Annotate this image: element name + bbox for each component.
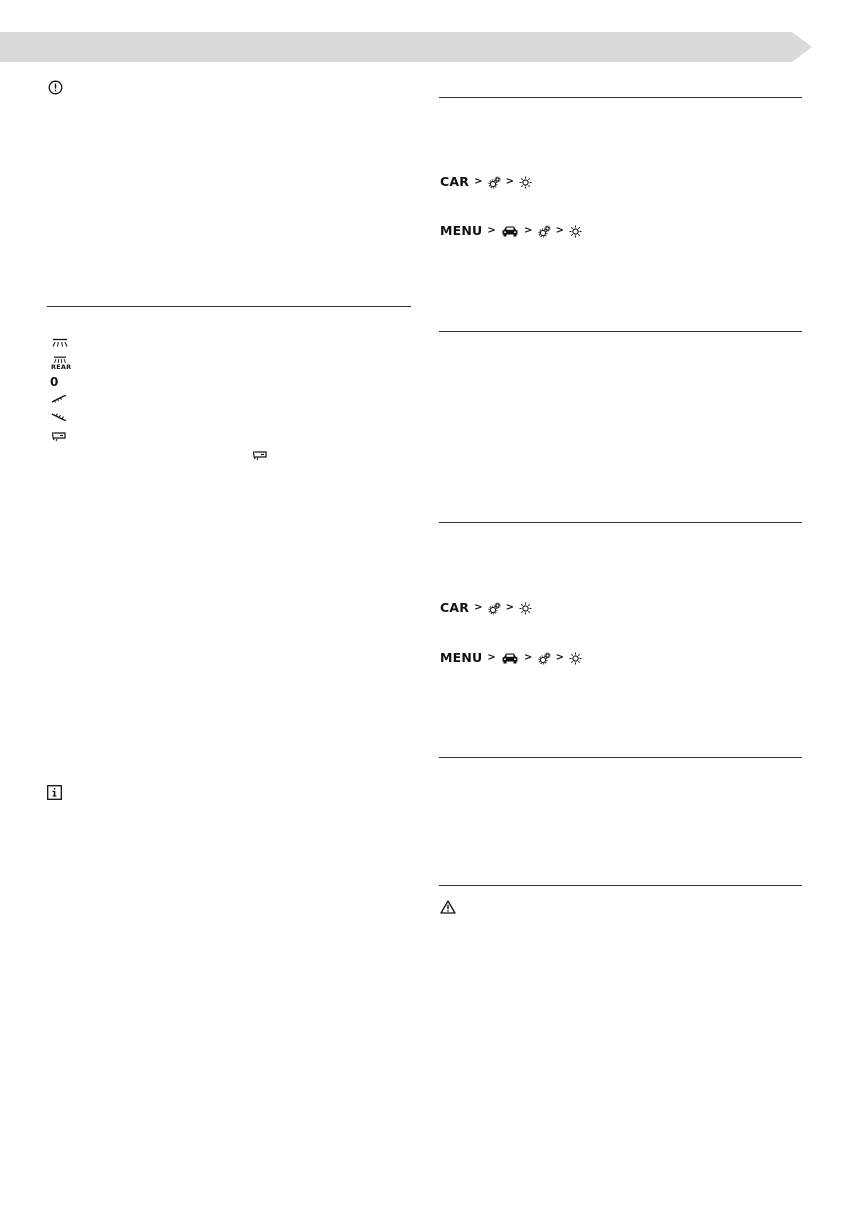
path-separator: > xyxy=(555,225,565,236)
sun-icon xyxy=(519,176,532,189)
menu-path-menu-1 xyxy=(440,223,582,239)
menu-path-menu-2 xyxy=(440,650,582,666)
car-icon xyxy=(501,652,519,664)
menu-path-menu-label: MENU xyxy=(440,223,483,238)
gear-icon xyxy=(488,176,501,189)
section-divider-right-5 xyxy=(439,885,802,886)
sun-icon xyxy=(519,602,532,615)
header-band xyxy=(0,32,812,62)
wiper-up-icon xyxy=(51,394,67,404)
menu-path-car-1 xyxy=(440,174,532,190)
section-divider-left xyxy=(47,306,411,307)
off-position-label: 0 xyxy=(50,375,59,389)
sun-icon xyxy=(569,225,582,238)
washer-icon xyxy=(51,430,67,442)
warning-triangle-icon xyxy=(440,900,456,914)
info-icon xyxy=(47,785,62,800)
path-separator: > xyxy=(523,652,533,663)
section-divider-right-3 xyxy=(439,522,802,523)
front-light-icon xyxy=(50,338,70,348)
path-separator: > xyxy=(487,652,496,663)
menu-path-car-label: CAR xyxy=(440,174,470,189)
path-separator: > xyxy=(555,652,565,663)
path-separator: > xyxy=(487,225,496,236)
menu-path-car-label: CAR xyxy=(440,600,470,615)
rear-label: REAR xyxy=(51,363,72,371)
gear-icon xyxy=(488,602,501,615)
path-separator: > xyxy=(474,176,483,187)
path-separator: > xyxy=(523,225,533,236)
car-icon xyxy=(501,225,519,237)
section-divider-right-2 xyxy=(439,331,802,332)
warning-circle-icon xyxy=(48,80,63,95)
menu-path-car-2 xyxy=(440,600,532,616)
section-divider-right-1 xyxy=(439,97,802,98)
gear-icon xyxy=(538,225,551,238)
path-separator: > xyxy=(505,176,515,187)
sun-icon xyxy=(569,652,582,665)
section-divider-right-4 xyxy=(439,757,802,758)
wiper-down-icon xyxy=(51,412,67,422)
path-separator: > xyxy=(474,602,483,613)
washer-inline-icon xyxy=(252,449,268,461)
gear-icon xyxy=(538,652,551,665)
menu-path-menu-label: MENU xyxy=(440,650,483,665)
path-separator: > xyxy=(505,602,515,613)
